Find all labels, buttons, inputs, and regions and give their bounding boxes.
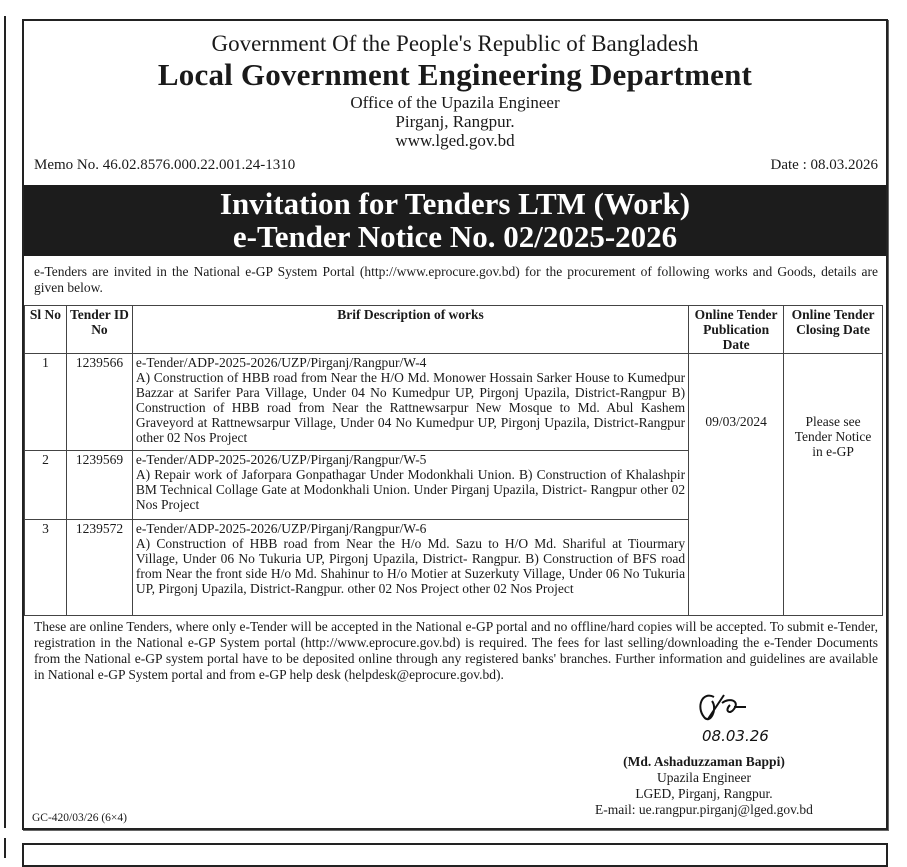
memo-number: Memo No. 46.02.8576.000.22.001.24-1310 [34,157,296,173]
instructions-paragraph: These are online Tenders, where only e-Tender will be accepted in the National e-GP portal and no offline/hard copies will be accepted. To submit e-Tender, registration in the National e-GP System portal (http://www.eprocure.gov.bd) is required. The fees for last selling/downloading the e-Tender Documents from the National e-GP system portal have to be deposited online through any registered banks' branches. Further information and guidelines are available in National e-GP System portal and from e-GP help desk (helpdesk@eprocure.gov.bd). [34,619,878,682]
row-desc-text: A) Construction of HBB road from Near the H/O Md. Monower Hossain Sarker House to Kumedpur Bazzar at Sarifer Para Village, Under 04 No Kumedpur UP, Pirgonj Upazila, District-Rangpur B) Construction of HBB road from Near the Rattnewsarpur New Mosque to Md. Abul Kashem Graveyord at Rattnewsarpur Village, Under 04 No Kumedpur UP, Pirgonj Upazila, District-Rangpur other 02 Nos Project [135,370,686,445]
office-location: Pirganj, Rangpur. [395,112,515,131]
table-row [25,354,883,451]
row-sl: 2 [25,451,67,520]
signatory-office: LGED, Pirganj, Rangpur. [635,786,773,801]
header-closing-date: Online Tender Closing Date [784,306,883,354]
row-description [132,354,688,451]
header-tender-id: Tender ID No [66,306,132,354]
banner-title: Invitation for Tenders LTM (Work) [219,186,691,221]
row-tender-id: 1239566 [66,354,132,451]
closing-date: Please see Tender Notice in e-GP [784,354,883,616]
notice-banner [24,185,886,256]
row-description [132,451,688,520]
row-ref: e-Tender/ADP-2025-2026/UZP/Pirganj/Rangpur/W-6 [135,521,427,536]
office-website: www.lged.gov.bd [395,131,515,150]
row-desc-text: A) Repair work of Jaforpara Gonpathagar Under Modonkhali Union. B) Construction of Khalashpir BM Technical Collage Gate at Modonkhali Union. Under Pirganj Upazila, District- Rangpur other 02 Nos Project [135,467,686,512]
signature-icon [584,689,774,751]
row-sl: 1 [25,354,67,451]
signature-date: 08.03.26 [702,727,769,745]
notice-date: Date : 08.03.2026 [770,157,878,173]
table-header-row [25,306,883,354]
row-desc-text: A) Construction of HBB road from Near the H/o Md. Sazu to H/O Md. Shariful at Tiourmary Village, Under 06 No Tukuria UP, Pirgonj Upazila, District- Rangpur. B) Construction of BFS road from Near the front side H/o Md. Shahinur to H/o Motier at Suzerkuty Village, Under 06 No Tukuria UP, Pirgonj Upazila, District-Rangpur. other 02 Nos Project other 02 Nos Project [135,536,686,596]
row-ref: e-Tender/ADP-2025-2026/UZP/Pirganj/Rangpur/W-5 [135,452,427,467]
row-ref: e-Tender/ADP-2025-2026/UZP/Pirganj/Rangpur/W-4 [135,355,427,370]
department-title: Local Government Engineering Department [157,57,753,92]
banner-notice-number: e-Tender Notice No. 02/2025-2026 [232,219,678,254]
signatory-title: Upazila Engineer [656,770,752,785]
signatory-name: (Md. Ashaduzzaman Bappi) [623,754,785,769]
signatory-email: E-mail: ue.rangpur.pirganj@lged.gov.bd [595,802,813,817]
header-description: Brif Description of works [132,306,688,354]
header-publication-date: Online Tender Publication Date [689,306,784,354]
header-sl: Sl No [25,306,67,354]
tender-notice [22,19,888,830]
office-name: Office of the Upazila Engineer [350,93,560,112]
row-sl: 3 [25,520,67,616]
row-tender-id: 1239569 [66,451,132,520]
government-title: Government Of the People's Republic of Bangladesh [211,31,699,56]
adjacent-column-border [0,838,6,858]
row-description [132,520,688,616]
office-address [24,93,886,150]
next-clipping-edge [22,843,888,867]
tender-table [24,305,883,616]
signatory-block [544,754,864,818]
footer-code: GC-420/03/26 (6×4) [32,812,127,824]
row-tender-id: 1239572 [66,520,132,616]
intro-paragraph: e-Tenders are invited in the National e-GP System Portal (http://www.eprocure.gov.bd) for the procurement of following works and Goods, details are given below. [34,264,878,295]
publication-date: 09/03/2024 [689,354,784,616]
previous-clipping-edge [0,0,907,10]
adjacent-column-border [0,16,6,828]
